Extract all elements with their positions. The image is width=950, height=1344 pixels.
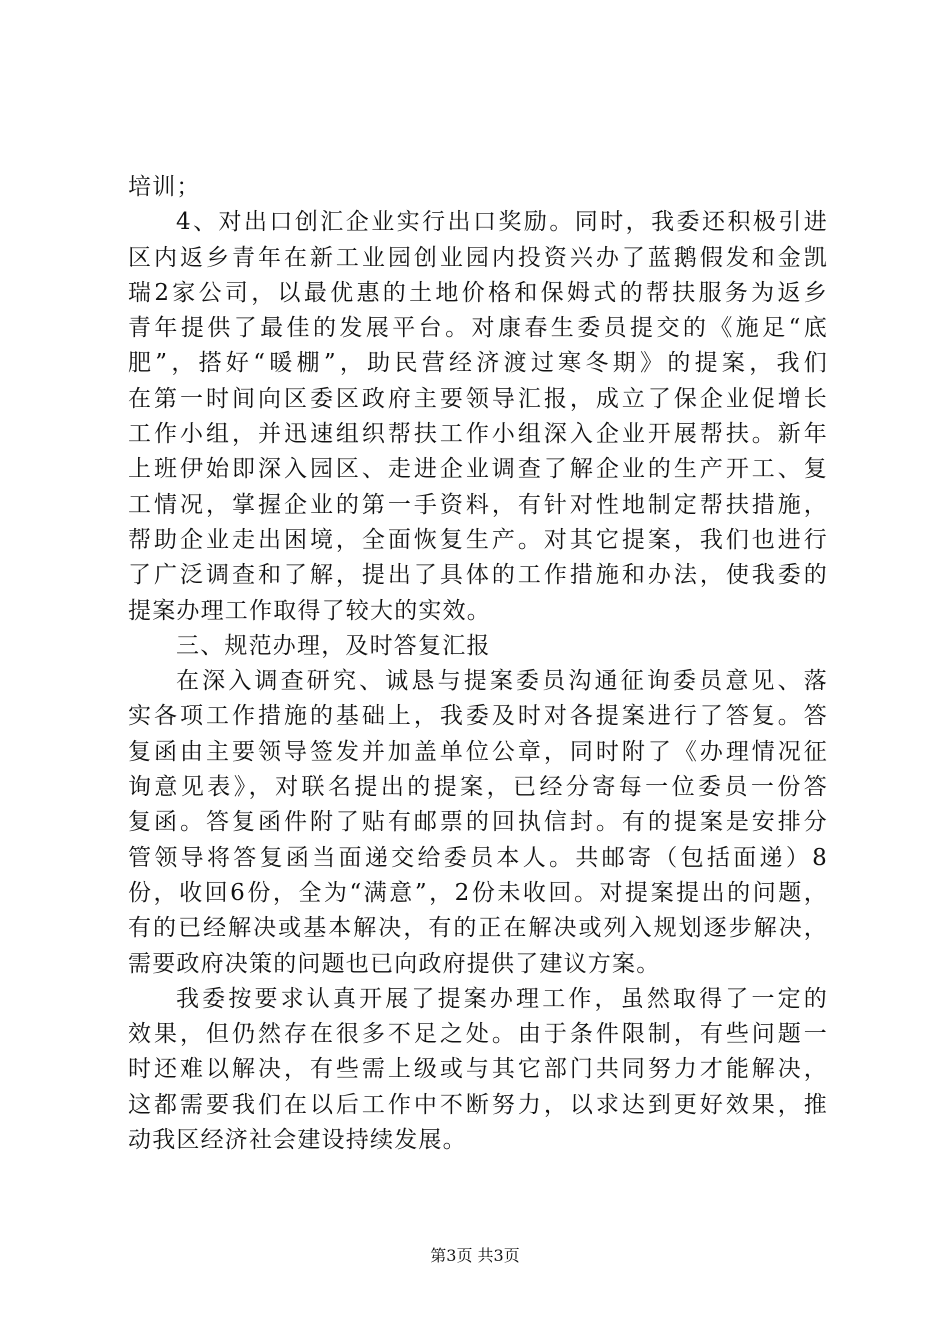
text-line: 询意见表》，对联名提出的提案，已经分寄每一位委员一份答 (128, 774, 828, 801)
text-line: 在第一时间向区委区政府主要领导汇报，成立了保企业促增长 (128, 385, 828, 412)
text-line: 动我区经济社会建设持续发展。 (128, 1127, 467, 1154)
text-line: 复函。答复函件附了贴有邮票的回执信封。有的提案是安排分 (128, 809, 828, 836)
text-line: 提案办理工作取得了较大的实效。 (128, 597, 491, 624)
text-line: 了广泛调查和了解，提出了具体的工作措施和办法，使我委的 (128, 562, 828, 589)
text-line: 帮助企业走出困境，全面恢复生产。对其它提案，我们也进行 (128, 526, 828, 553)
text-line: 瑞2家公司，以最优惠的土地价格和保姆式的帮扶服务为返乡 (128, 279, 828, 306)
body-text (128, 170, 828, 1158)
text-line: 时还难以解决，有些需上级或与其它部门共同努力才能解决， (128, 1056, 828, 1083)
text-line: 效果，但仍然存在很多不足之处。由于条件限制，有些问题一 (128, 1021, 828, 1048)
text-line: 上班伊始即深入园区、走进企业调查了解企业的生产开工、复 (128, 456, 828, 483)
text-line: 培训； (128, 174, 201, 200)
text-line: 实各项工作措施的基础上，我委及时对各提案进行了答复。答 (128, 703, 828, 730)
text-line: 需要政府决策的问题也已向政府提供了建议方案。 (128, 950, 661, 977)
text-line: 复函由主要领导签发并加盖单位公章，同时附了《办理情况征 (128, 738, 828, 765)
text-line: 青年提供了最佳的发展平台。对康春生委员提交的《施足“底 (128, 315, 828, 342)
text-line: 有的已经解决或基本解决，有的正在解决或列入规划逐步解决， (128, 915, 828, 942)
section-heading: 三、规范办理，及时答复汇报 (176, 632, 491, 659)
text-line: 这都需要我们在以后工作中不断努力，以求达到更好效果，推 (128, 1091, 828, 1118)
text-line: 份，收回6份，全为“满意”，2份未收回。对提案提出的问题， (128, 879, 828, 906)
page-footer: 第3页 共3页 (430, 1246, 520, 1265)
text-line: 管领导将答复函当面递交给委员本人。共邮寄（包括面递）8 (128, 844, 828, 871)
text-line: 区内返乡青年在新工业园创业园内投资兴办了蓝鹅假发和金凯 (128, 244, 828, 271)
text-line: 我委按要求认真开展了提案办理工作，虽然取得了一定的 (176, 985, 828, 1012)
text-line: 肥”，搭好“暖棚”，助民营经济渡过寒冬期》的提案，我们 (128, 350, 828, 377)
text-line: 工作小组，并迅速组织帮扶工作小组深入企业开展帮扶。新年 (128, 421, 828, 448)
text-line: 工情况，掌握企业的第一手资料，有针对性地制定帮扶措施， (128, 491, 828, 518)
text-line: 在深入调查研究、诚恳与提案委员沟通征询委员意见、落 (176, 668, 828, 695)
text-line: 4、对出口创汇企业实行出口奖励。同时，我委还积极引进 (176, 209, 828, 236)
